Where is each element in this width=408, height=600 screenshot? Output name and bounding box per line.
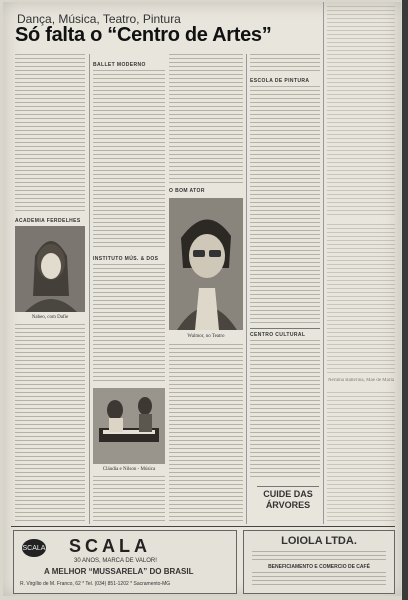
binding-edge bbox=[402, 0, 408, 600]
article-text-pintura bbox=[250, 86, 320, 326]
column-divider bbox=[323, 2, 324, 524]
article-text-middle bbox=[169, 54, 243, 184]
adjacent-column-text bbox=[327, 6, 395, 216]
section-label-ballet: BALLET MODERNO bbox=[93, 62, 146, 68]
scala-brand: SCALA bbox=[69, 536, 151, 556]
article-text-right-top bbox=[250, 54, 320, 74]
photo-actor bbox=[169, 198, 243, 330]
actor-portrait-image bbox=[169, 198, 243, 330]
caption-photo-dancer: Nabeo, com Dafie bbox=[31, 315, 69, 320]
cuide-das-arvores-box: CUIDE DAS ÁRVORES bbox=[257, 486, 319, 511]
page-headline: Só falta o “Centro de Artes” bbox=[15, 24, 272, 46]
article-text-intro bbox=[15, 54, 85, 214]
loiola-line: BENEFICIAMENTO E COMERCIO DE CAFÉ bbox=[268, 564, 370, 570]
column-divider bbox=[246, 54, 247, 524]
dancer-portrait-image bbox=[15, 226, 85, 312]
article-text-music bbox=[93, 476, 165, 524]
caption-adjacent: Nerinha Ballerina, Mãe de Maria bbox=[327, 378, 395, 383]
loiola-details-text bbox=[252, 551, 386, 561]
article-text-left bbox=[15, 324, 85, 524]
article-text-centro-cultural bbox=[250, 340, 320, 480]
article-text-center bbox=[169, 344, 243, 524]
scala-logo-icon: SCALA bbox=[22, 539, 46, 557]
section-label-instituto: INSTITUTO MÚS. & DOS bbox=[93, 256, 159, 262]
section-label-bom-ator: O BOM ATOR bbox=[169, 188, 205, 194]
loiola-name: LOIOLA LTDA. bbox=[281, 535, 357, 547]
caption-photo-music: Cláudia e Nilson - Música bbox=[102, 467, 156, 472]
scala-address: R. Virgílio de M. Franco, 62 * Tel. (034) 851-1202 * Sacramento-MG bbox=[20, 581, 171, 587]
article-text-instituto bbox=[93, 264, 165, 382]
newspaper-page bbox=[3, 2, 401, 596]
article-text-ballet bbox=[93, 70, 165, 250]
adjacent-column-text bbox=[327, 392, 395, 522]
scala-tagline: 30 ANOS, MARCA DE VALOR! bbox=[74, 558, 157, 564]
section-label-pintura: ESCOLA DE PINTURA bbox=[250, 78, 310, 84]
column-divider bbox=[89, 54, 90, 524]
section-divider bbox=[250, 328, 320, 329]
loiola-details-text bbox=[252, 572, 386, 588]
ad-loiola bbox=[243, 530, 395, 594]
photo-dancer bbox=[15, 226, 85, 312]
ad-scala bbox=[13, 530, 237, 594]
adjacent-column-text bbox=[327, 224, 395, 374]
section-label-centro-cultural: CENTRO CULTURAL bbox=[250, 332, 306, 338]
caption-photo-actor: Walmor, no Teatro bbox=[187, 334, 225, 339]
ads-divider bbox=[11, 526, 395, 527]
scala-slogan: A MELHOR “MUSSARELA” DO BRASIL bbox=[44, 567, 194, 576]
section-label-academia: ACADEMIA FERDELHES bbox=[15, 218, 81, 224]
kicker-text: Dança, Música, Teatro, Pintura bbox=[17, 12, 181, 26]
photo-music bbox=[93, 388, 165, 464]
piano-lesson-image bbox=[93, 388, 165, 464]
